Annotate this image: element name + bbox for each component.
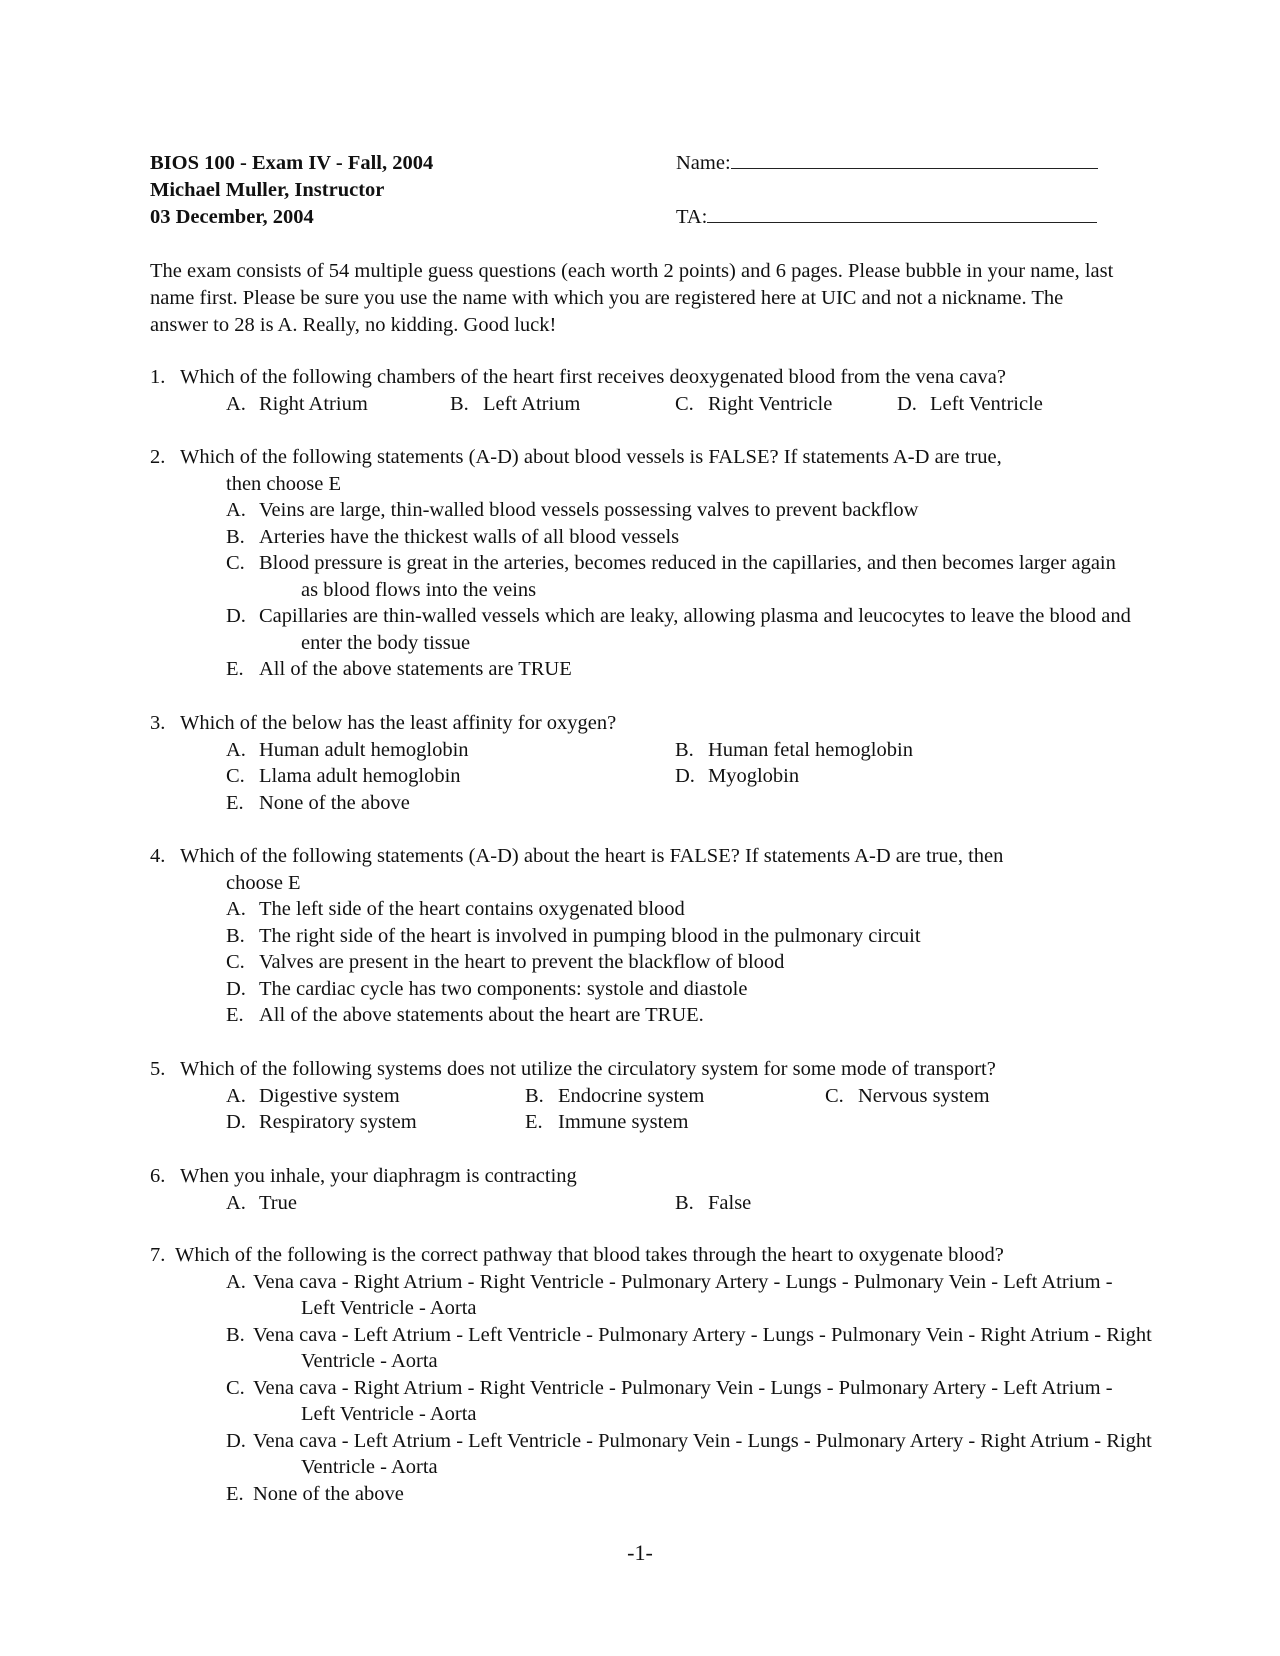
- question-3: [150, 710, 1130, 816]
- option-d[interactable]: D. Left Ventricle: [897, 392, 1043, 415]
- student-fields: [676, 150, 1098, 231]
- course-title: BIOS 100 - Exam IV - Fall, 2004: [150, 152, 434, 174]
- option-b[interactable]: B. Human fetal hemoglobin: [675, 738, 913, 761]
- option-d[interactable]: D. Capillaries are thin-walled vessels which are leaky, allowing plasma and leucocytes to leave the blood and enter the body tissue: [226, 605, 1131, 654]
- option-a[interactable]: A. True: [226, 1191, 297, 1214]
- option-e[interactable]: E. Immune system: [525, 1111, 689, 1133]
- option-b[interactable]: B. False: [675, 1191, 752, 1214]
- question-stem-continued: then choose E: [226, 472, 341, 495]
- option-e[interactable]: E. None of the above: [226, 791, 410, 814]
- question-5: [150, 1056, 1130, 1136]
- option-c[interactable]: C. Valves are present in the heart to prevent the blackflow of blood: [226, 951, 785, 973]
- question-stem: Which of the below has the least affinity for oxygen?: [180, 712, 617, 734]
- question-1: [150, 364, 1130, 417]
- question-2: [150, 444, 1130, 683]
- question-stem: Which of the following statements (A-D) about the heart is FALSE? If statements A-D are true, then: [180, 845, 1004, 867]
- exam-header-info: [150, 150, 433, 231]
- question-stem: Which of the following statements (A-D) about blood vessels is FALSE? If statements A-D are true,: [180, 446, 1002, 468]
- option-b[interactable]: B. Arteries have the thickest walls of all blood vessels: [226, 525, 680, 548]
- option-c[interactable]: C. Vena cava - Right Atrium - Right Ventricle - Pulmonary Vein - Lungs - Pulmonary Artery - Left Atrium - Left Ventricle - Aorta: [226, 1376, 1113, 1425]
- option-d[interactable]: D. Respiratory system: [226, 1111, 417, 1133]
- question-stem: Which of the following systems does not utilize the circulatory system for some mode of transport?: [180, 1058, 996, 1080]
- ta-label: TA:: [676, 206, 708, 228]
- instructor-name: Michael Muller, Instructor: [150, 179, 385, 201]
- option-a[interactable]: A. Human adult hemoglobin: [226, 738, 469, 761]
- exam-instructions: The exam consists of 54 multiple guess questions (each worth 2 points) and 6 pages. Please bubble in your name, last name first. Please be sure you use the name with which you are registered here at UIC and not a nickname. The answer to 28 is A. Really, no kidding. Good luck!: [150, 260, 1114, 336]
- ta-field[interactable]: [676, 204, 1098, 231]
- name-field[interactable]: [676, 150, 1098, 177]
- question-number: 5.: [150, 1058, 166, 1080]
- question-stem-continued: choose E: [226, 871, 301, 894]
- option-b[interactable]: B. Endocrine system: [525, 1084, 705, 1107]
- option-e[interactable]: E. All of the above statements about the heart are TRUE.: [226, 1004, 704, 1026]
- option-d[interactable]: D. Myoglobin: [675, 765, 800, 787]
- question-4: [150, 843, 1130, 1029]
- question-number: 4.: [150, 845, 166, 867]
- question-stem: Which of the following chambers of the heart first receives deoxygenated blood from the vena cava?: [180, 366, 1006, 388]
- option-a[interactable]: A. The left side of the heart contains oxygenated blood: [226, 898, 685, 920]
- option-b[interactable]: B. The right side of the heart is involved in pumping blood in the pulmonary circuit: [226, 924, 921, 947]
- option-a[interactable]: A. Veins are large, thin-walled blood vessels possessing valves to prevent backflow: [226, 499, 919, 521]
- option-c[interactable]: C. Right Ventricle: [675, 392, 833, 415]
- page-number: -1-: [627, 1540, 653, 1565]
- option-b[interactable]: B. Vena cava - Left Atrium - Left Ventricle - Pulmonary Artery - Lungs - Pulmonary Vein - Right Atrium - Right Ventricle - Aorta: [226, 1323, 1152, 1372]
- question-stem: Which of the following is the correct pathway that blood takes through the heart to oxygenate blood?: [175, 1244, 1004, 1266]
- option-a[interactable]: A. Vena cava - Right Atrium - Right Ventricle - Pulmonary Artery - Lungs - Pulmonary Vein - Left Atrium - Left Ventricle - Aorta: [226, 1270, 1113, 1319]
- option-d[interactable]: D. Vena cava - Left Atrium - Left Ventricle - Pulmonary Vein - Lungs - Pulmonary Artery - Right Atrium - Right Ventricle - Aorta: [226, 1429, 1152, 1478]
- option-b[interactable]: B. Left Atrium: [450, 392, 581, 415]
- question-stem: When you inhale, your diaphragm is contracting: [180, 1165, 577, 1187]
- option-e[interactable]: E. None of the above: [226, 1482, 404, 1505]
- option-a[interactable]: A. Right Atrium: [226, 392, 368, 415]
- question-number: 2.: [150, 446, 166, 468]
- option-c[interactable]: C. Blood pressure is great in the arteries, becomes reduced in the capillaries, and then becomes larger again as blood flows into the veins: [226, 552, 1116, 601]
- option-c[interactable]: C. Nervous system: [825, 1084, 990, 1107]
- name-label: Name:: [676, 152, 731, 174]
- option-c[interactable]: C. Llama adult hemoglobin: [226, 765, 461, 787]
- question-number: 7.: [150, 1244, 166, 1266]
- question-6: [150, 1163, 1130, 1216]
- ta-blank[interactable]: [707, 204, 1097, 223]
- name-blank[interactable]: [731, 150, 1098, 169]
- option-a[interactable]: A. Digestive system: [226, 1084, 400, 1107]
- question-number: 3.: [150, 712, 166, 734]
- exam-date: 03 December, 2004: [150, 206, 314, 228]
- question-7: [150, 1242, 1152, 1507]
- question-number: 1.: [150, 366, 166, 388]
- option-e[interactable]: E. All of the above statements are TRUE: [226, 658, 572, 680]
- question-number: 6.: [150, 1165, 166, 1187]
- option-d[interactable]: D. The cardiac cycle has two components: systole and diastole: [226, 977, 748, 1000]
